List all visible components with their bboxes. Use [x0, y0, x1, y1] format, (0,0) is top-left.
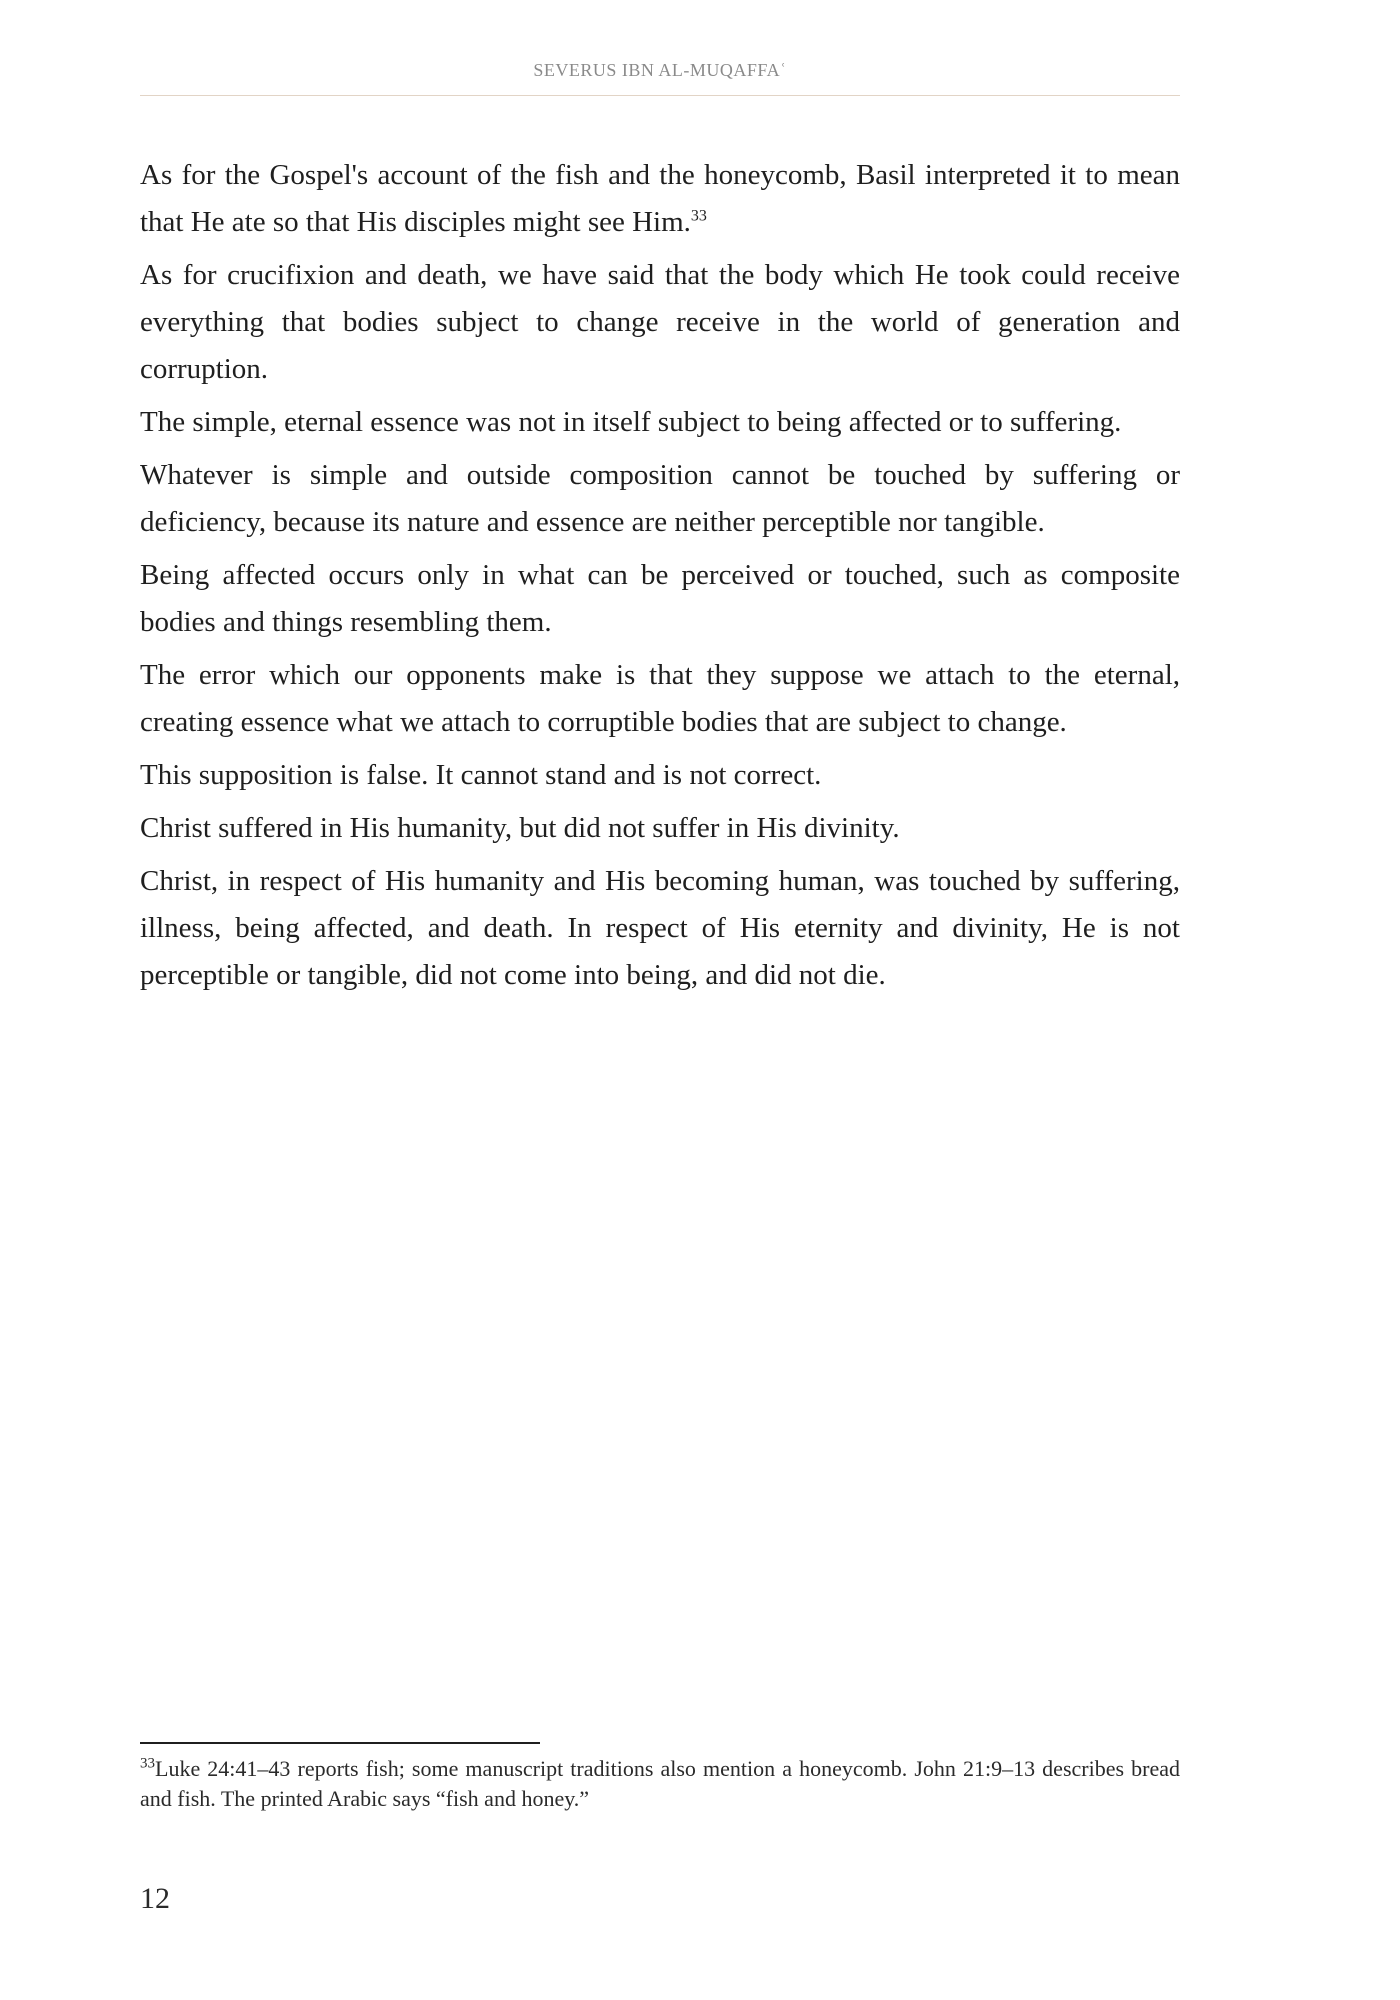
paragraph: Christ suffered in His humanity, but did not suffer in His divinity. [140, 812, 900, 844]
paragraph: Whatever is simple and outside composition cannot be touched by suffering or deficiency, because its nature and essence are neither perceptible nor tangible. [140, 459, 1180, 538]
footnote-number: 33 [140, 1755, 155, 1772]
footnote-divider [140, 1742, 540, 1744]
running-header: SEVERUS IBN AL-MUQAFFAʿ [533, 60, 787, 80]
footnote-reference[interactable]: 33 [690, 207, 707, 225]
paragraph: Being affected occurs only in what can be perceived or touched, such as composite bodies and things resembling them. [140, 559, 1180, 638]
paragraph: This supposition is false. It cannot stand and is not correct. [140, 759, 822, 791]
paragraph: Christ, in respect of His humanity and His becoming human, was touched by suffering, illness, being affected, and death. In respect of His eternity and divinity, He is not perceptible or tangible, did not come into being, and did not die. [140, 865, 1180, 991]
paragraph: The simple, eternal essence was not in itself subject to being affected or to suffering. [140, 406, 1122, 438]
header-divider [140, 95, 1180, 96]
footnote-text: Luke 24:41–43 reports fish; some manuscript traditions also mention a honeycomb. John 21:9–13 describes bread and fish. The printed Arabic says “fish and honey.” [140, 1756, 1180, 1811]
paragraph: As for crucifixion and death, we have said that the body which He took could receive everything that bodies subject to change receive in the world of generation and corruption. [140, 259, 1180, 385]
paragraph: The error which our opponents make is that they suppose we attach to the eternal, creating essence what we attach to corruptible bodies that are subject to change. [140, 659, 1180, 738]
paragraph-text: As for the Gospel's account of the fish and the honeycomb, Basil interpreted it to mean that He ate so that His disciples might see Him. [140, 159, 1180, 238]
body-text [140, 152, 1180, 1005]
page-number: 12 [140, 1882, 170, 1915]
paragraph [140, 152, 1180, 246]
footnote [140, 1754, 1180, 1814]
